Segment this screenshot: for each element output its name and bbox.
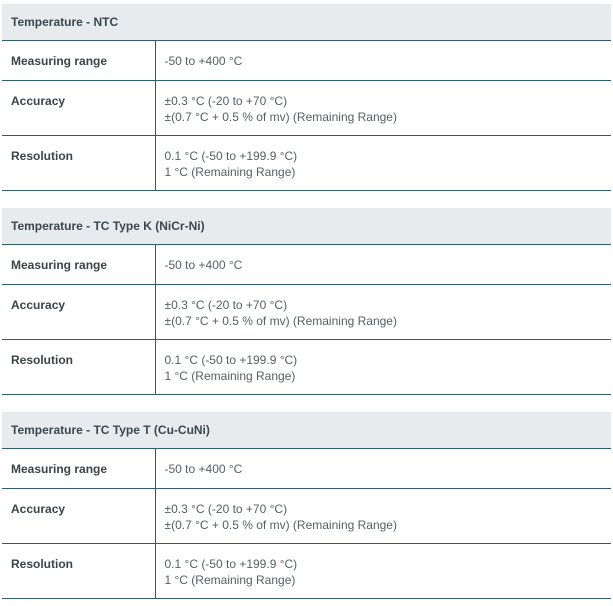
value-line: -50 to +400 °C [164, 462, 243, 476]
table-row [2, 41, 611, 81]
value-line: 0.1 °C (-50 to +199.9 °C) [164, 149, 298, 163]
value-line: 0.1 °C (-50 to +199.9 °C) [164, 353, 298, 367]
row-value [155, 544, 611, 599]
row-value [155, 136, 611, 191]
spec-table-ntc [2, 4, 611, 191]
section-header-row [2, 412, 611, 449]
value-line: ±(0.7 °C + 0.5 % of mv) (Remaining Range) [164, 110, 397, 124]
row-label: Measuring range [2, 245, 155, 285]
spec-table-tc-type-k [2, 208, 611, 395]
table-row [2, 285, 611, 340]
row-value [155, 449, 611, 489]
value-line: -50 to +400 °C [164, 54, 243, 68]
section-title: Temperature - TC Type K (NiCr-Ni) [2, 208, 611, 245]
row-value [155, 81, 611, 136]
row-label: Measuring range [2, 449, 155, 489]
value-line: ±(0.7 °C + 0.5 % of mv) (Remaining Range) [164, 314, 397, 328]
table-row [2, 544, 611, 599]
row-label: Resolution [2, 340, 155, 395]
table-row [2, 136, 611, 191]
section-header-row [2, 4, 611, 41]
row-label: Measuring range [2, 41, 155, 81]
table-row [2, 245, 611, 285]
value-line: -50 to +400 °C [164, 258, 243, 272]
row-label: Accuracy [2, 285, 155, 340]
value-line: 1 °C (Remaining Range) [164, 369, 296, 383]
value-line: ±0.3 °C (-20 to +70 °C) [164, 94, 288, 108]
section-title: Temperature - NTC [2, 4, 611, 41]
table-row [2, 340, 611, 395]
value-line: ±(0.7 °C + 0.5 % of mv) (Remaining Range) [164, 518, 397, 532]
value-line: ±0.3 °C (-20 to +70 °C) [164, 298, 288, 312]
row-value [155, 340, 611, 395]
row-label: Resolution [2, 544, 155, 599]
value-line: 0.1 °C (-50 to +199.9 °C) [164, 557, 298, 571]
row-value [155, 285, 611, 340]
value-line: 1 °C (Remaining Range) [164, 165, 296, 179]
row-value [155, 245, 611, 285]
table-row [2, 449, 611, 489]
section-title: Temperature - TC Type T (Cu-CuNi) [2, 412, 611, 449]
row-label: Accuracy [2, 81, 155, 136]
value-line: ±0.3 °C (-20 to +70 °C) [164, 502, 288, 516]
row-label: Accuracy [2, 489, 155, 544]
section-header-row [2, 208, 611, 245]
value-line: 1 °C (Remaining Range) [164, 573, 296, 587]
row-value [155, 489, 611, 544]
row-value [155, 41, 611, 81]
row-label: Resolution [2, 136, 155, 191]
spec-table-tc-type-t [2, 412, 611, 599]
table-row [2, 81, 611, 136]
table-row [2, 489, 611, 544]
